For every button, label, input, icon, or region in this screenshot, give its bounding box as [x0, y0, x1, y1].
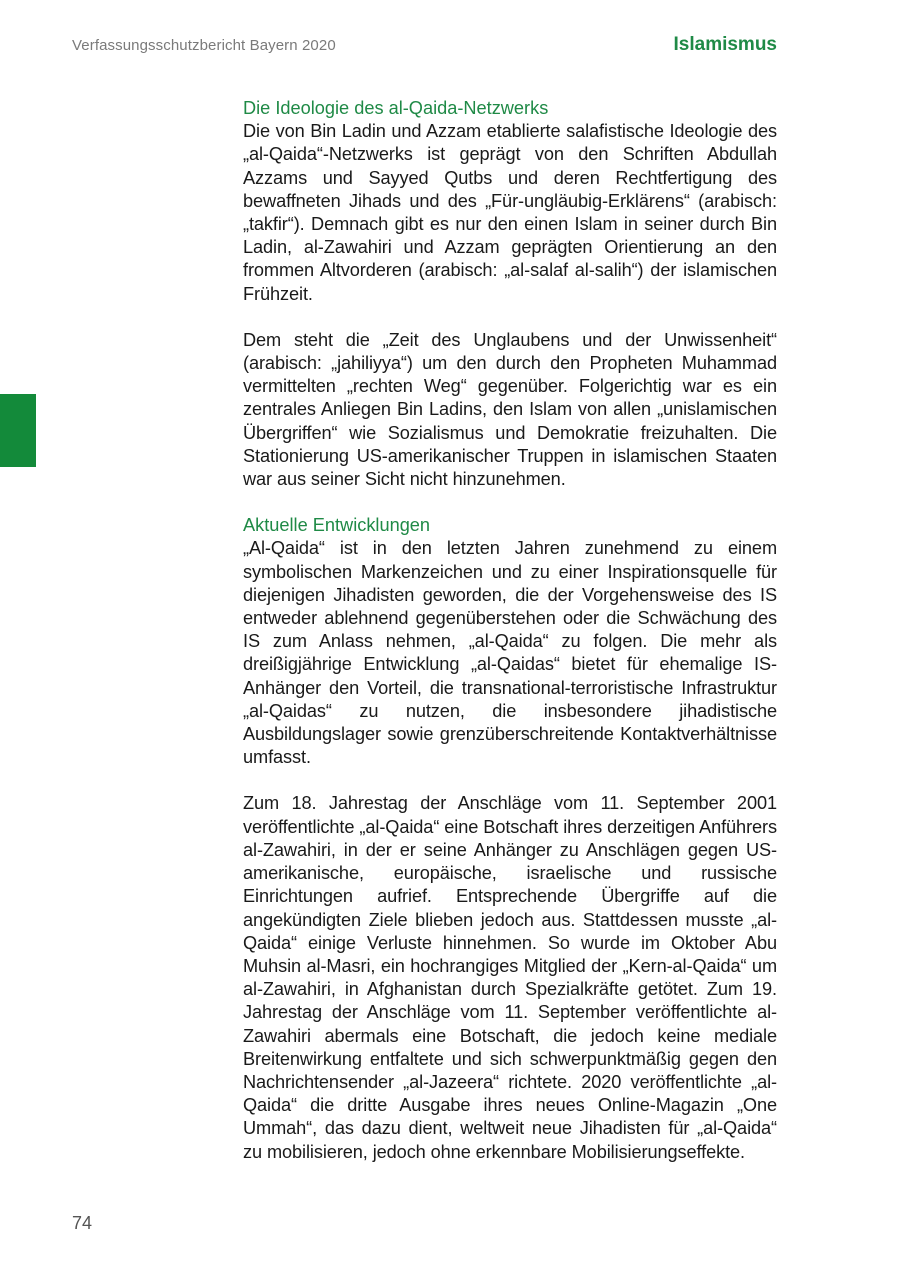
- running-header-section: Islamismus: [673, 34, 777, 55]
- paragraph-ideology-1: Die von Bin Ladin und Azzam etablierte salafistische Ideologie des „al-Qaida“-Netzwerks ist geprägt von den Schriften Abdullah Azzams und Sayyed Qutbs und deren Rechtfertigung des bewaffneten Jihads und des „Für-ungläubig-Erklärens“ (arabisch: „takfir“). Demnach gibt es nur den einen Islam in seiner durch Bin Ladin, al-Zawahiri und Azzam geprägten Orientierung an den frommen Altvorderen (arabisch: „al-salaf al-salih“) der islamischen Frühzeit.: [243, 121, 777, 304]
- paragraph-developments-2: Zum 18. Jahrestag der Anschläge vom 11. September 2001 veröffentlichte „al-Qaida“ eine Botschaft ihres derzeitigen Anführers al-Zawahiri, in der er seine Anhänger zu Anschlägen gegen US-amerikanische, europäische, israelische und russische Einrichtungen aufrief. Entsprechende Übergriffe auf die angekündigten Ziele blieben jedoch aus. Stattdessen musste „al-Qaida“ einige Verluste hinnehmen. So wurde im Oktober Abu Muhsin al-Masri, ein hochrangiges Mitglied der „Kern-al-Qaida“ um al-Zawahiri, in Afghanistan durch Spezialkräfte getötet. Zum 19. Jahrestag der Anschläge vom 11. September veröffentlichte al-Zawahiri abermals eine Botschaft, die jedoch keine mediale Breitenwirkung entfaltete und sich schwerpunktmäßig gegen den Nachrichtensender „al-Jazeera“ richtete. 2020 veröffentlichte „al-Qaida“ die dritte Ausgabe ihres neues Online-Magazin „One Ummah“, das dazu dient, weltweit neue Jihadisten für „al-Qaida“ zu mobilisieren, jedoch ohne erkennbare Mobilisierungseffekte.: [243, 793, 777, 1162]
- page-number: 74: [72, 1213, 93, 1233]
- paragraph-spacer: [243, 491, 777, 514]
- paragraph-ideology-2: Dem steht die „Zeit des Unglaubens und der Unwissenheit“ (arabisch: „jahiliyya“) um den durch den Propheten Muhammad vermittelten „rechten Weg“ gegenüber. Folgerichtig war es ein zentrales Anliegen Bin Ladins, den Islam von allen „unislamischen Übergriffen“ wie Sozialismus und Demokratie freizuhalten. Die Stationierung US-amerikanischer Truppen in islamischen Staaten war aus seiner Sicht nicht hinzunehmen.: [243, 329, 777, 490]
- main-text: [243, 97, 777, 1164]
- paragraph-developments-1: „Al-Qaida“ ist in den letzten Jahren zunehmend zu einem symbolischen Markenzeichen und zu einer Inspirationsquelle für diejenigen Jihadisten geworden, die der Vorgehensweise des IS entweder ablehnend gegenüberstehen oder die Schwächung des IS zum Anlass nehmen, „al-Qaida“ zu folgen. Die mehr als dreißigjährige Entwicklung „al-Qaidas“ bietet für ehemalige IS-Anhänger den Vorteil, die transnational-terroristische Infrastruktur „al-Qaidas“ zu nutzen, die insbesondere jihadistische Ausbildungslager sowie grenzüberschreitende Kontaktverhältnisse umfasst.: [243, 538, 777, 768]
- paragraph-spacer: [243, 306, 777, 329]
- paragraph-spacer: [243, 769, 777, 792]
- chapter-tab-marker: [0, 394, 36, 467]
- section-heading-ideology: Die Ideologie des al-Qaida-Netzwerks: [243, 98, 549, 118]
- running-header-publication: Verfassungsschutzbericht Bayern 2020: [72, 37, 336, 54]
- section-heading-developments: Aktuelle Entwicklungen: [243, 515, 431, 536]
